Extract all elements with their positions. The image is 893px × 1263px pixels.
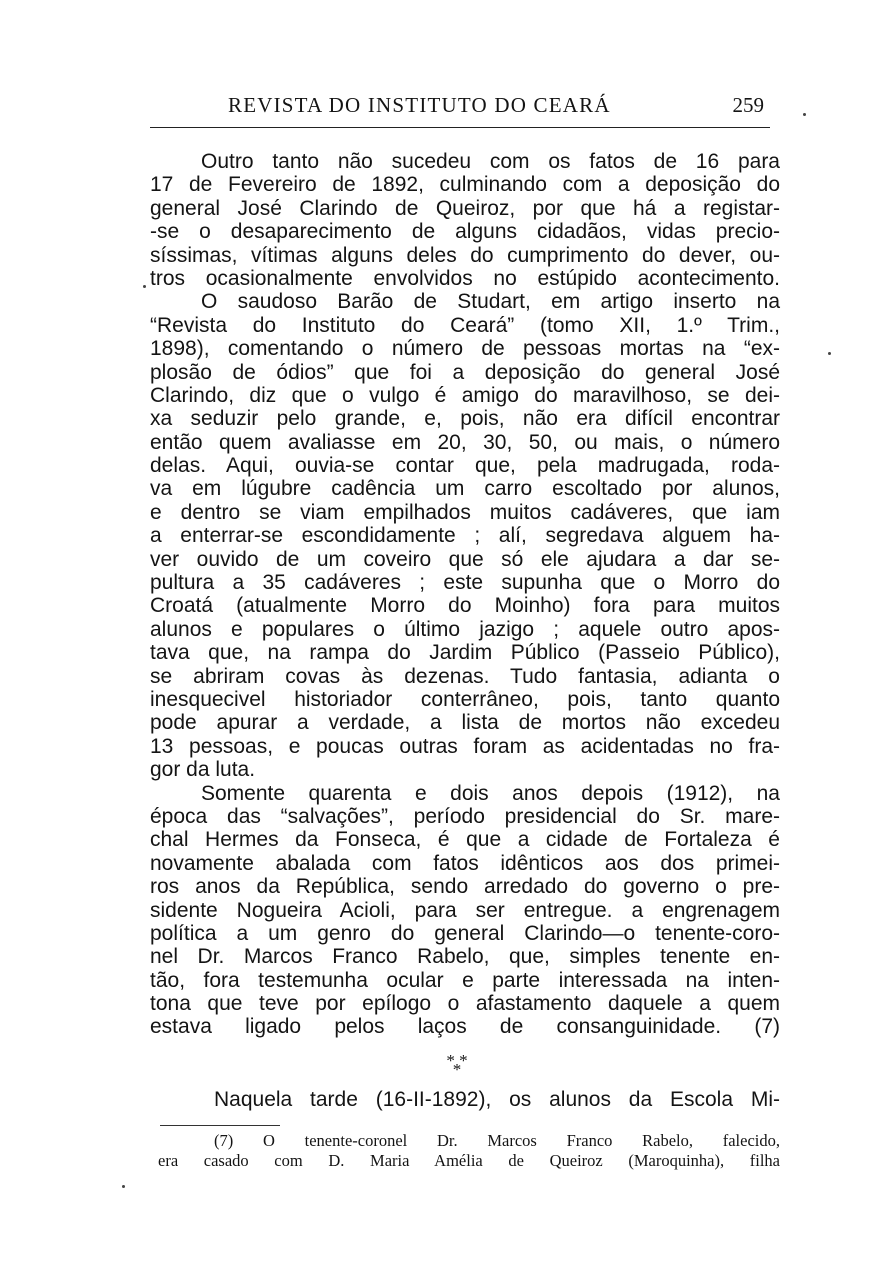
text-line: chal Hermes da Fonseca, é que a cidade de Fortaleza é [150, 828, 780, 852]
footnote [158, 1131, 780, 1171]
text-line: pultura a 35 cadáveres ; este supunha que o Morro do [150, 571, 780, 595]
text-line: política a um genro do general Clarindo—o tenente-coro- [150, 921, 780, 945]
text-line: pode apurar a verdade, a lista de mortos não excedeu [150, 711, 780, 735]
running-header [150, 93, 770, 128]
text-line: Somente quarenta e dois anos depois (1912), na [201, 781, 780, 805]
text-line: delas. Aqui, ouvia-se contar que, pela madrugada, roda- [150, 454, 780, 478]
footnote-line: (7) O tenente-coronel Dr. Marcos Franco Rabelo, falecido, [214, 1131, 780, 1150]
scan-speck [828, 352, 831, 355]
text-line: tona que teve por epílogo o afastamento daquele a quem [150, 992, 780, 1016]
text-line: Outro tanto não sucedeu com os fatos de 16 para [201, 150, 780, 173]
text-line: e dentro se viam empilhados muitos cadáveres, que iam [150, 500, 780, 524]
text-line: alunos e populares o último jazigo ; aquele outro apos- [150, 617, 780, 641]
text-line: estava ligado pelos laços de consanguinidade. (7) [150, 1015, 780, 1039]
footnote-line: era casado com D. Maria Amélia de Queiroz (Maroquinha), filha [158, 1151, 780, 1170]
asterism-glyphs: * * * [446, 1051, 468, 1079]
footnote-rule [160, 1125, 280, 1126]
text-line: tava que, na rampa do Jardim Público (Passeio Público), [150, 641, 780, 665]
text-line: novamente abalada com fatos idênticos aos dos primei- [150, 851, 780, 875]
text-line: xa seduzir pelo grande, e, pois, não era difícil encontrar [150, 407, 780, 431]
text-line: Clarindo, diz que o vulgo é amigo do maravilhoso, se dei- [150, 383, 780, 407]
text-line: 13 pessoas, e poucas outras foram as acidentadas no fra- [150, 734, 780, 758]
text-line: ver ouvido de um coveiro que só ele ajudara a dar se- [150, 547, 780, 571]
text-line: plosão de ódios” que foi a deposição do general José [150, 360, 780, 384]
scan-speck [122, 1185, 125, 1188]
text-line: nel Dr. Marcos Franco Rabelo, que, simples tenente en- [150, 945, 780, 969]
text-line: a enterrar-se escondidamente ; alí, segredava alguem ha- [150, 524, 780, 548]
text-line: tão, fora testemunha ocular e parte interessada na inten- [150, 968, 780, 992]
text-line: va em lúgubre cadência um carro escoltado por alunos, [150, 477, 780, 501]
text-line: inesquecivel historiador conterrâneo, pois, tanto quanto [150, 687, 780, 711]
text-line: sidente Nogueira Acioli, para ser entregue. a engrenagem [150, 898, 780, 922]
text-line: se abriram covas às dezenas. Tudo fantasia, adianta o [150, 664, 780, 688]
text-line: gor da luta. [150, 758, 256, 782]
text-line: -se o desaparecimento de alguns cidadãos, vidas precio- [150, 220, 780, 244]
text-line: 1898), comentando o número de pessoas mortas na “ex- [150, 337, 780, 361]
section-opening-line: Naquela tarde (16-II-1892), os alunos da Escola Mi- [214, 1088, 780, 1111]
text-line: tros ocasionalmente envolvidos no estúpido acontecimento. [150, 266, 780, 290]
text-line: general José Clarindo de Queiroz, por que há a registar- [150, 196, 780, 220]
text-line: ros anos da República, sendo arredado do governo o pre- [150, 875, 780, 899]
section-asterism [442, 1051, 472, 1079]
text-line: O saudoso Barão de Studart, em artigo inserto na [201, 290, 780, 314]
text-line: então quem avaliasse em 20, 30, 50, ou mais, o número [150, 430, 780, 454]
text-line: 17 de Fevereiro de 1892, culminando com a deposição do [150, 173, 780, 197]
text-line: síssimas, vítimas alguns deles do cumprimento do dever, ou- [150, 243, 780, 267]
scan-speck [803, 113, 806, 116]
page-number: 259 [732, 93, 764, 117]
text-line: “Revista do Instituto do Ceará” (tomo XII, 1.º Trim., [150, 313, 780, 337]
scan-speck [143, 285, 146, 288]
body-text [150, 150, 780, 1039]
running-title: REVISTA DO INSTITUTO DO CEARÁ [228, 93, 611, 117]
text-line: época das “salvações”, período presidencial do Sr. mare- [150, 804, 780, 828]
text-line: Croatá (atualmente Morro do Moinho) fora para muitos [150, 594, 780, 618]
